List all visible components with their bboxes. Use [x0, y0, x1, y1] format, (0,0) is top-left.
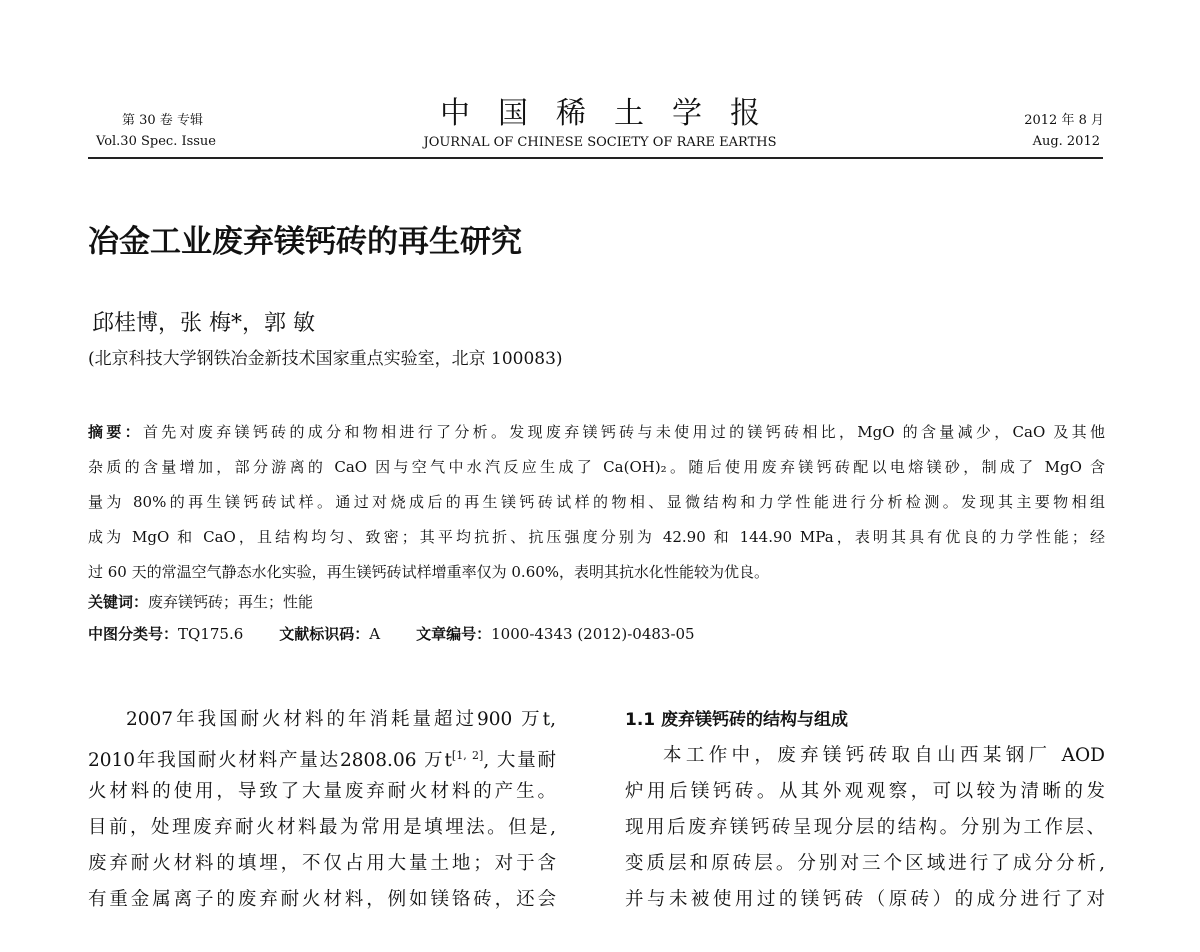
keywords — [88, 591, 313, 612]
body-line: 火材料的使用，导致了大量废弃耐火材料的产生。 — [88, 781, 556, 802]
doc-code-value: A — [369, 625, 381, 643]
clc-value: TQ175.6 — [178, 625, 244, 643]
keywords-text: 废弃镁钙砖；再生；性能 — [148, 593, 314, 611]
affiliation: (北京科技大学钢铁冶金新技术国家重点实验室，北京 100083) — [88, 349, 563, 369]
body-line: 本工作中，废弃镁钙砖取自山西某钢厂 AOD — [663, 745, 1105, 766]
body-line: 目前，处理废弃耐火材料最为常用是填埋法。但是, — [88, 817, 556, 838]
body-line: 2007年我国耐火材料的年消耗量超过900 万t, — [126, 709, 556, 730]
journal-title-cn: 中国稀土学报 — [440, 96, 788, 131]
abstract-line — [88, 422, 1105, 442]
article-no-value: 1000-4343 (2012)-0483-05 — [491, 625, 695, 643]
body-line: 废弃耐火材料的填埋，不仅占用大量土地；对于含 — [88, 853, 556, 874]
keywords-label: 关键词： — [88, 593, 149, 611]
abstract-line: 成为 MgO 和 CaO，且结构均匀、致密；其平均抗折、抗压强度分别为 42.90 和 144.90 MPa，表明其具有优良的力学性能；经 — [88, 528, 1105, 546]
abstract-text: 首先对废弃镁钙砖的成分和物相进行了分析。发现废弃镁钙砖与未使用过的镁钙砖相比，MgO 的含量减少，CaO 及其他 — [142, 423, 1105, 441]
volume-en: Vol.30 Spec. Issue — [96, 134, 216, 149]
body-line: 现用后废弃镁钙砖呈现分层的结构。分别为工作层、 — [625, 817, 1105, 838]
body-line: 并与未被使用过的镁钙砖（原砖）的成分进行了对 — [625, 889, 1105, 910]
right-column — [625, 702, 1105, 918]
volume-cn: 第 30 卷 专辑 — [122, 113, 203, 128]
abstract-line: 杂质的含量增加，部分游离的 CaO 因与空气中水汽反应生成了 Ca(OH)₂。随后使用废弃镁钙砖配以电熔镁砂，制成了 MgO 含 — [88, 458, 1105, 476]
body-text: 2010年我国耐火材料产量达2808.06 万t — [88, 750, 452, 772]
clc-label: 中图分类号： — [88, 625, 179, 643]
body-line: 炉用后镁钙砖。从其外观观察，可以较为清晰的发 — [625, 781, 1105, 802]
citation[interactable]: [1, 2] — [451, 749, 484, 762]
body-line: 变质层和原砖层。分别对三个区域进行了成分分析, — [625, 853, 1105, 874]
authors: 邱桂博，张 梅*，郭 敏 — [92, 311, 315, 336]
left-column — [88, 702, 556, 918]
abstract-line: 量为 80%的再生镁钙砖试样。通过对烧成后的再生镁钙砖试样的物相、显微结构和力学性能进行分析检测。发现其主要物相组 — [88, 493, 1105, 511]
section-heading: 1.1 废弃镁钙砖的结构与组成 — [625, 710, 849, 730]
body-line: 有重金属离子的废弃耐火材料，例如镁铬砖，还会 — [88, 889, 556, 910]
classification-line — [88, 623, 695, 644]
abstract-label: 摘要： — [88, 423, 143, 441]
journal-title-en: JOURNAL OF CHINESE SOCIETY OF RARE EARTHS — [423, 135, 777, 150]
date-en: Aug. 2012 — [1032, 134, 1100, 149]
body-line — [88, 738, 556, 774]
article-title: 冶金工业废弃镁钙砖的再生研究 — [88, 224, 522, 260]
date-cn: 2012 年 8 月 — [1024, 113, 1104, 128]
body-text: , 大量耐 — [483, 750, 557, 772]
abstract-line: 过 60 天的常温空气静态水化实验，再生镁钙砖试样增重率仅为 0.60%，表明其抗水化性能较为优良。 — [88, 563, 770, 581]
header-rule — [88, 157, 1103, 159]
article-no-label: 文章编号： — [416, 625, 492, 643]
doc-code-label: 文献标识码： — [279, 625, 370, 643]
